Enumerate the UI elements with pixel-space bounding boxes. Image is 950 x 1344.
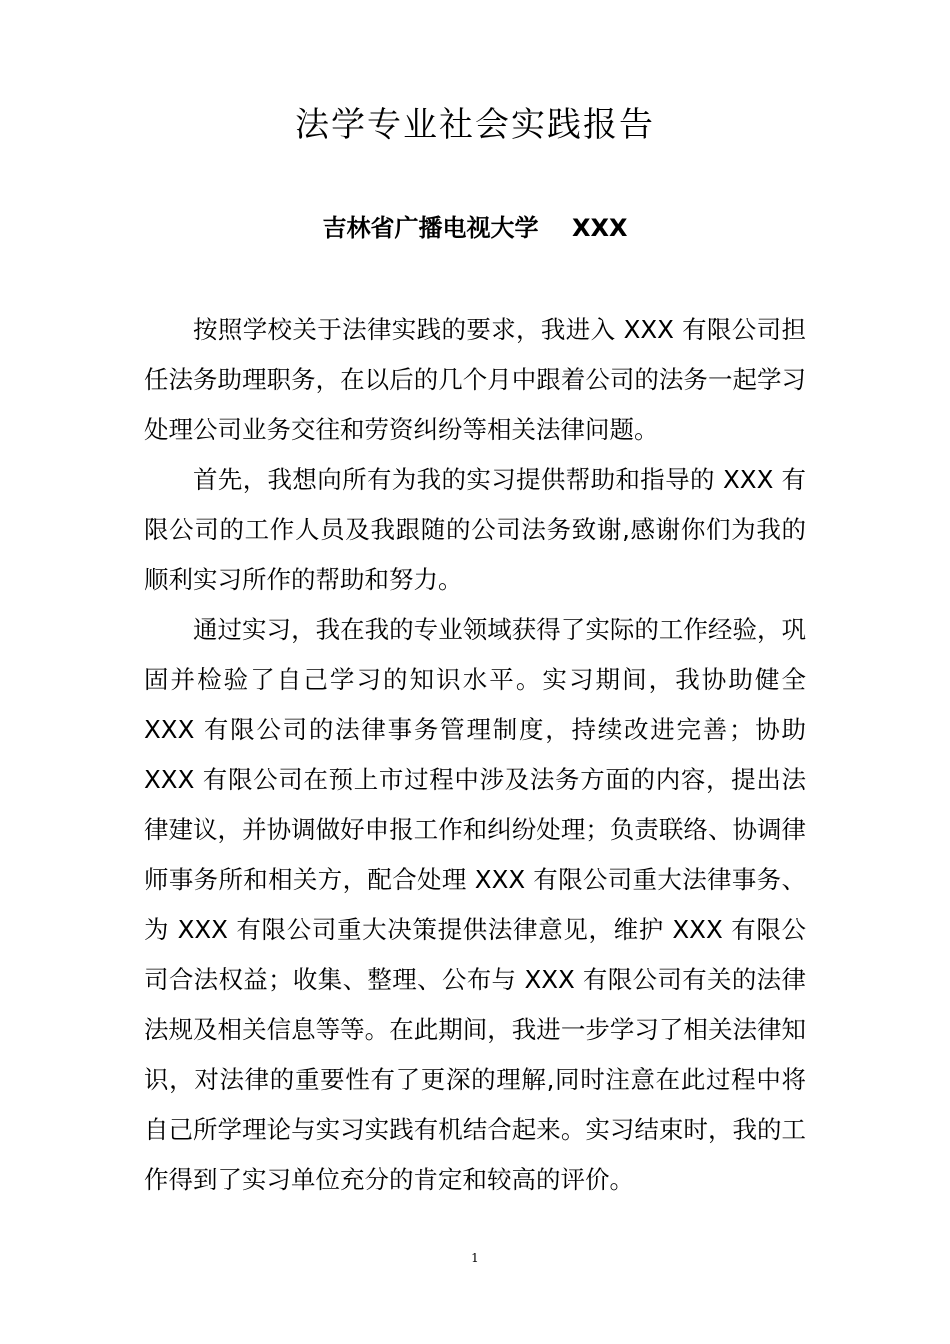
document-title: 法学专业社会实践报告 xyxy=(295,105,655,145)
author-line: 吉林省广播电视大学 XXX xyxy=(322,214,628,242)
paragraph: 首先，我想向所有为我的实习提供帮助和指导的 XXX 有限公司的工作人员及我跟随的公司法务致谢,感谢你们为我的顺利实习所作的帮助和努力。 xyxy=(144,465,806,594)
document-body xyxy=(144,305,806,1205)
paragraph: 通过实习，我在我的专业领域获得了实际的工作经验，巩固并检验了自己学习的知识水平。实习期间，我协助健全 XXX 有限公司的法律事务管理制度，持续改进完善；协助 XXX 有限公司在预上市过程中涉及法务方面的内容，提出法律建议，并协调做好申报工作和纠纷处理；负责联络、协调律师事务所和相关方，配合处理 XXX 有限公司重大法律事务、为 XXX 有限公司重大决策提供法律意见，维护 XXX 有限公司合法权益；收集、整理、公布与 XXX 有限公司有关的法律法规及相关信息等等。在此期间，我进一步学习了相关法律知识，对法律的重要性有了更深的理解,同时注意在此过程中将自己所学理论与实习实践有机结合起来。实习结束时，我的工作得到了实习单位充分的肯定和较高的评价。 xyxy=(144,615,806,1194)
page-number: 1 xyxy=(471,1251,479,1265)
paragraph: 按照学校关于法律实践的要求，我进入 XXX 有限公司担任法务助理职务，在以后的几个月中跟着公司的法务一起学习处理公司业务交往和劳资纠纷等相关法律问题。 xyxy=(144,315,806,444)
